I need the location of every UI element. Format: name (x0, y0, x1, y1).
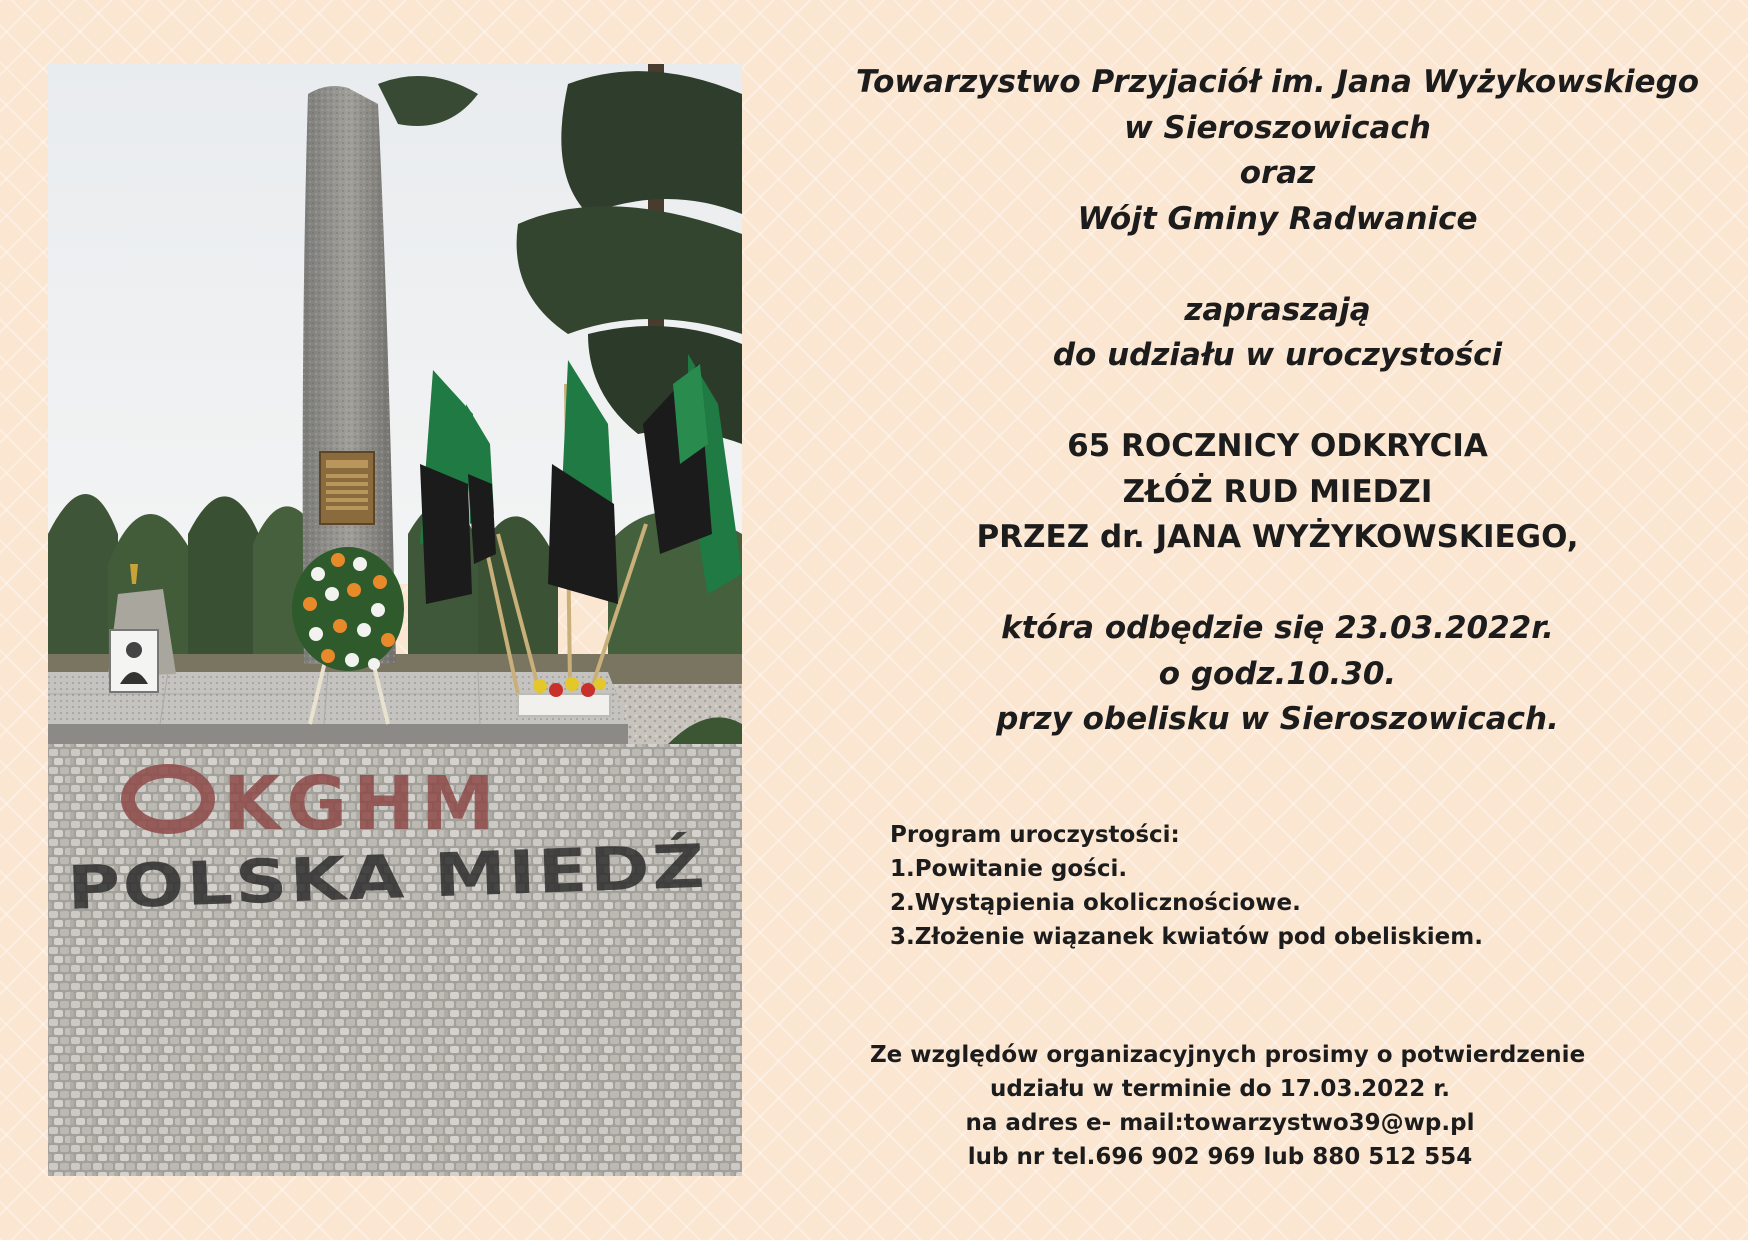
organizer-line-3: Wójt Gminy Radwanice (1077, 200, 1478, 237)
event-line-2: ZŁÓŻ RUD MIEDZI (1122, 473, 1433, 510)
monument-photo (48, 64, 742, 1176)
rsvp-phone-line: lub nr tel.696 902 969 lub 880 512 554 (967, 1144, 1473, 1170)
program-item-1: 1.Powitanie gości. (890, 856, 1128, 882)
rsvp-block (870, 1038, 1586, 1174)
mosaic-polska-miedz-text: POLSKA MIEDŹ (66, 835, 599, 924)
invite-line-1: zapraszają (1184, 291, 1371, 328)
program-item-3: 3.Złożenie wiązanek kwiatów pod obeliskiem. (890, 924, 1483, 950)
program-item-2: 2.Wystąpienia okolicznościowe. (890, 890, 1301, 916)
invitation-text-column (830, 60, 1725, 743)
rsvp-line-1: Ze względów organizacyjnych prosimy o potwierdzenie (870, 1042, 1586, 1068)
program-list (890, 818, 1483, 954)
organizer-line-2: w Sieroszowicach (1124, 109, 1431, 146)
when-line-2: o godz.10.30. (1158, 655, 1397, 692)
invitation-block (830, 60, 1725, 743)
where-line: przy obelisku w Sieroszowicach. (996, 701, 1559, 737)
mosaic-kghm-text: KGHM (223, 761, 501, 847)
rsvp-line-2: udziału w terminie do 17.03.2022 r. (989, 1076, 1451, 1102)
event-line-3: PRZEZ dr. JANA WYŻYKOWSKIEGO, (976, 519, 1579, 555)
event-line-1: 65 ROCZNICY ODKRYCIA (1067, 428, 1488, 464)
organizer-line-1: Towarzystwo Przyjaciół im. Jana Wyżykowskiego (855, 64, 1700, 100)
program-heading: Program uroczystości: (890, 822, 1180, 848)
conjunction: oraz (1239, 155, 1316, 191)
when-line-1: która odbędzie się 23.03.2022r. (1001, 610, 1554, 646)
invite-line-2: do udziału w uroczystości (1052, 337, 1503, 373)
rsvp-email-line: na adres e- mail:towarzystwo39@wp.pl (965, 1110, 1475, 1136)
